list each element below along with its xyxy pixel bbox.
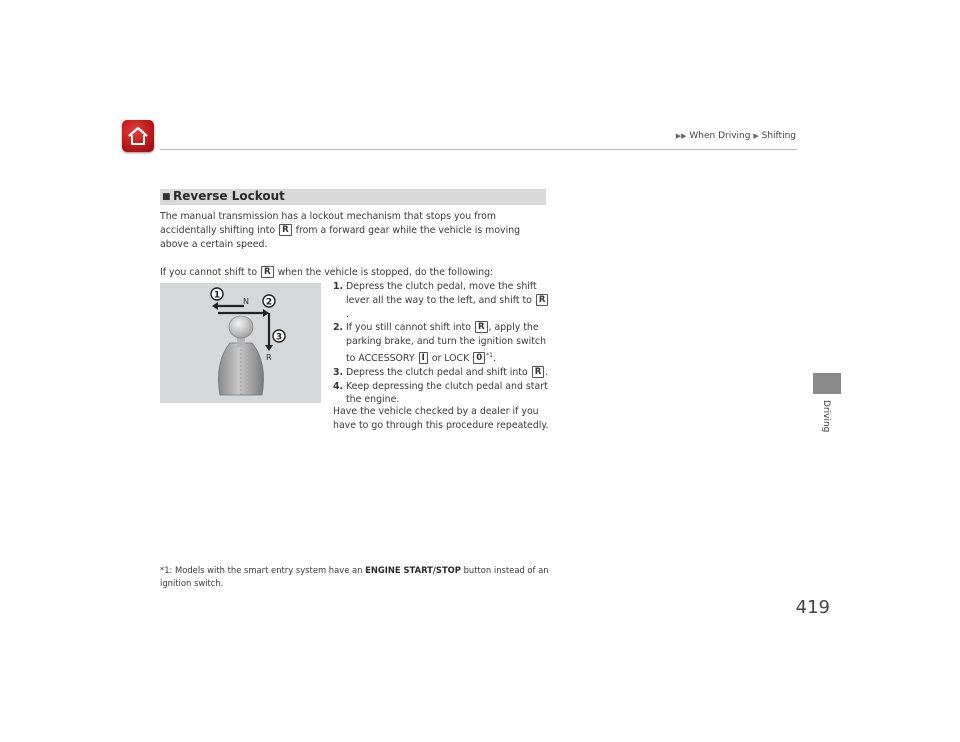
lead-paragraph xyxy=(160,266,550,280)
intro-text: The manual transmission has a lockout mechanism that stops you from accidentally shifting into xyxy=(160,211,497,236)
svg-text:2: 2 xyxy=(265,297,273,308)
step-4 xyxy=(333,380,551,408)
footnote-text: button instead of an ignition switch. xyxy=(160,565,549,589)
step-text: . xyxy=(346,308,349,320)
step-text: Depress the clutch pedal and shift into xyxy=(346,366,528,378)
step-3 xyxy=(333,366,551,380)
step-text: Depress the clutch pedal, move the shift lever all the way to the left, and shift to xyxy=(346,281,537,306)
intro-text: from a forward gear while the vehicle is moving above a certain speed. xyxy=(160,224,521,250)
ignition-key-accessory: I xyxy=(419,352,428,364)
gear-key-r: R xyxy=(261,266,274,278)
step-text: Keep depressing the clutch pedal and start the engine. xyxy=(346,380,548,406)
step-number: 1. xyxy=(333,281,344,292)
step-number: 3. xyxy=(333,366,344,378)
breadcrumb xyxy=(676,131,796,141)
callout-3 xyxy=(273,330,285,343)
footnote-ref[interactable]: *1 xyxy=(486,351,493,359)
ignition-key-lock: 0 xyxy=(473,352,485,364)
svg-text:3: 3 xyxy=(275,332,283,343)
step-number: 4. xyxy=(333,380,344,392)
footnote xyxy=(160,564,560,591)
neutral-label: N xyxy=(243,297,249,306)
breadcrumb-arrow-icon: ▶ xyxy=(753,132,759,140)
footnote-button-name: ENGINE START/STOP xyxy=(365,565,461,575)
square-bullet-icon: ■ xyxy=(162,192,171,202)
callout-2 xyxy=(263,295,275,308)
section-tab-marker[interactable] xyxy=(813,373,841,394)
step-text: , apply the parking brake, and turn the ignition switch to ACCESSORY xyxy=(346,322,547,364)
gear-key-r: R xyxy=(536,294,549,306)
reverse-label: R xyxy=(266,353,272,362)
step-1 xyxy=(333,280,551,321)
section-tab-label: Driving xyxy=(821,400,831,433)
section-heading xyxy=(160,189,546,205)
breadcrumb-item-shifting[interactable]: Shifting xyxy=(761,131,796,141)
gear-key-r: R xyxy=(532,366,545,378)
shift-lever-illustration xyxy=(160,283,321,403)
step-text: If you still cannot shift into xyxy=(346,322,471,334)
intro-paragraph xyxy=(160,210,550,251)
header-divider xyxy=(160,149,797,150)
footnote-text: *1: Models with the smart entry system have an xyxy=(160,565,363,575)
gear-key-r: R xyxy=(475,321,488,333)
step-text: . xyxy=(545,366,549,378)
procedure-steps xyxy=(333,280,551,407)
shift-lever-figure xyxy=(160,283,321,403)
section-title: Reverse Lockout xyxy=(173,189,285,203)
home-icon xyxy=(127,126,149,146)
svg-text:1: 1 xyxy=(213,290,221,301)
closing-paragraph: Have the vehicle checked by a dealer if you have to go through this procedure repeatedly. xyxy=(333,406,549,431)
home-button[interactable] xyxy=(122,120,154,152)
breadcrumb-item-when-driving[interactable]: When Driving xyxy=(689,131,751,141)
page-number: 419 xyxy=(795,597,830,618)
lead-text: when the vehicle is stopped, do the following: xyxy=(277,267,494,278)
lead-text: If you cannot shift to xyxy=(160,267,258,278)
callout-1 xyxy=(211,288,223,301)
gear-key-r: R xyxy=(279,224,292,236)
breadcrumb-arrow-icon: ▶▶ xyxy=(675,132,687,140)
step-text: or LOCK xyxy=(431,352,470,364)
step-2 xyxy=(333,321,551,365)
step-text: . xyxy=(493,352,496,364)
step-number: 2. xyxy=(333,322,344,334)
